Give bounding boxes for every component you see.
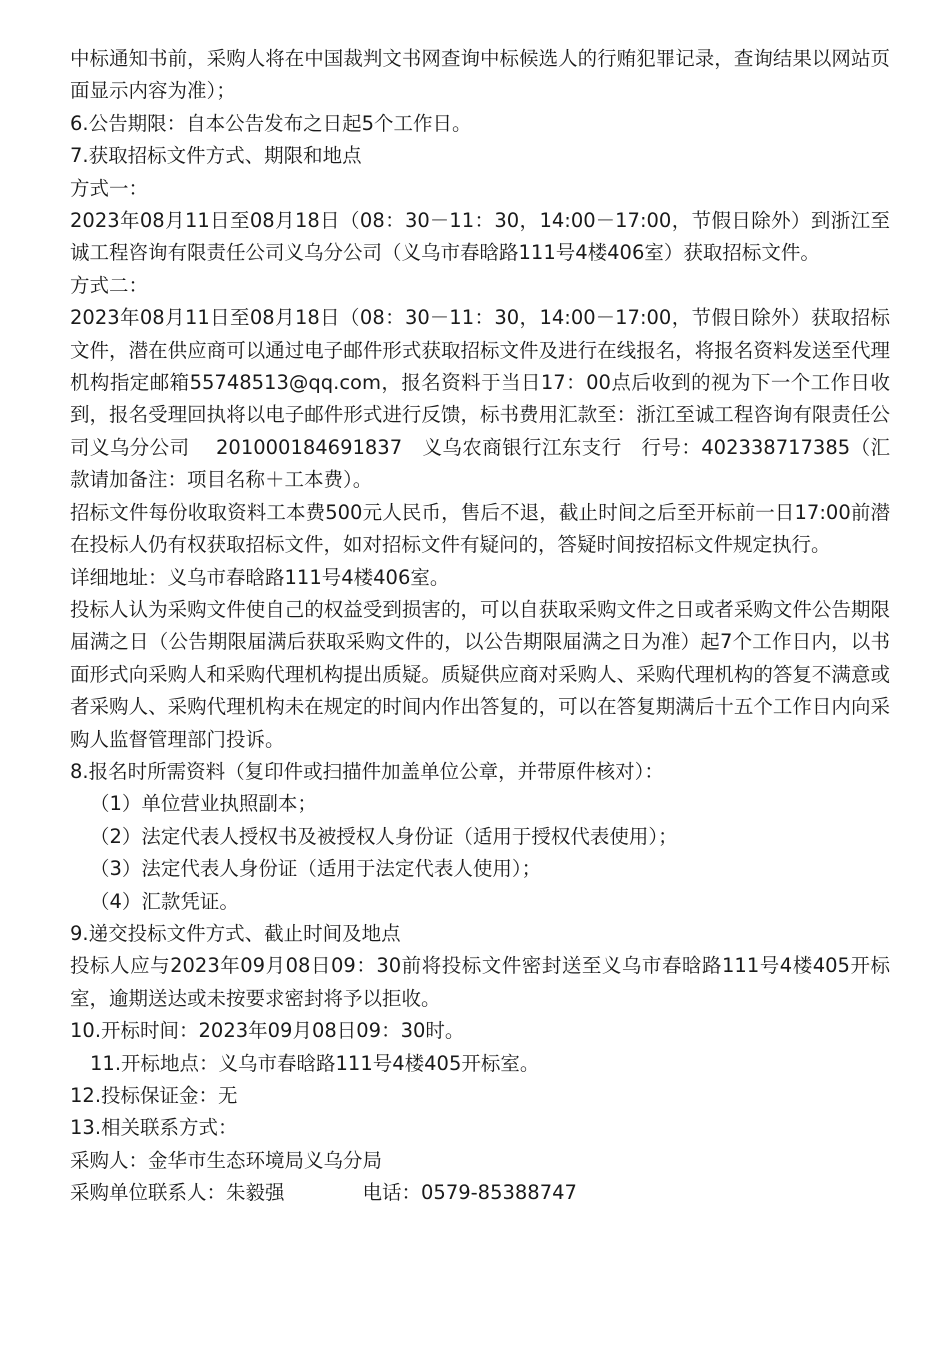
paragraph-bid-bond: 12.投标保证金：无	[70, 1084, 238, 1107]
method-two-label: 方式二：	[70, 273, 149, 297]
paragraph-bid-submission: 投标人应与2023年09月08日09：30前将投标文件密封送至义乌市春晗路111号4楼405开标室，逾期送达或未按要求密封将予以拒收。	[70, 954, 890, 1010]
paragraph-record-query-note: 中标通知书前，采购人将在中国裁判文书网查询中标候选人的行贿犯罪记录，查询结果以网站页面显示内容为准）；	[70, 47, 890, 103]
paragraph-opening-time: 10.开标时间：2023年09月08日09：30时。	[70, 1019, 465, 1043]
list-item-legal-rep-id: （3）法定代表人身份证（适用于法定代表人使用）；	[90, 857, 542, 881]
method-one-label: 方式一：	[70, 176, 149, 200]
paragraph-method-two: 2023年08月11日至08月18日（08：30－11：30，14:00－17:00，节假日除外）获取招标文件，潜在供应商可以通过电子邮件形式获取招标文件及进行在线报名，将报名资料发送至代理机构指定邮箱55748513@qq.com，报名资料于当日17：00点后收到的视为下一个工作日收到，报名受理回执将以电子邮件形式进行反馈，标书费用汇款至：浙江至诚工程咨询有限责任公司义乌分公司 201000184691837 义乌农商银行江东支行 行号：402338717385（汇款请加备注：项目名称＋工本费）。	[70, 306, 890, 492]
paragraph-opening-location: 11.开标地点：义乌市春晗路111号4楼405开标室。	[90, 1051, 540, 1075]
document-page	[70, 43, 890, 1210]
section-heading-bid-submission: 9.递交投标文件方式、截止时间及地点	[70, 921, 401, 945]
paragraph-challenge-rights: 投标人认为采购文件使自己的权益受到损害的，可以自获取采购文件之日或者采购文件公告期限届满之日（公告期限届满后获取采购文件的，以公告期限届满之日为准）起7个工作日内，以书面形式向采购人和采购代理机构提出质疑。质疑供应商对采购人、采购代理机构的答复不满意或者采购人、采购代理机构未在规定的时间内作出答复的，可以在答复期满后十五个工作日内向采购人监督管理部门投诉。	[70, 597, 890, 751]
section-heading-obtain-documents: 7.获取招标文件方式、期限和地点	[70, 144, 362, 168]
paragraph-detailed-address: 详细地址：义乌市春晗路111号4楼406室。	[70, 565, 450, 589]
paragraph-purchaser: 采购人：金华市生态环境局义乌分局	[70, 1148, 383, 1172]
paragraph-notice-period: 6.公告期限：自本公告发布之日起5个工作日。	[70, 111, 472, 135]
list-item-business-license: （1）单位营业执照副本；	[90, 792, 317, 816]
paragraph-document-fee: 招标文件每份收取资料工本费500元人民币，售后不退，截止时间之后至开标前一日17:00前潜在投标人仍有权获取招标文件，如对招标文件有疑问的，答疑时间按招标文件规定执行。	[70, 500, 890, 557]
list-item-remittance-voucher: （4）汇款凭证。	[90, 889, 239, 913]
list-item-authorization-letter: （2）法定代表人授权书及被授权人身份证（适用于授权代表使用）；	[90, 824, 678, 848]
section-heading-registration-materials: 8.报名时所需资料（复印件或扫描件加盖单位公章，并带原件核对）：	[70, 759, 664, 783]
paragraph-method-one: 2023年08月11日至08月18日（08：30－11：30，14:00－17:00，节假日除外）到浙江至诚工程咨询有限责任公司义乌分公司（义乌市春晗路111号4楼406室）获取招标文件。	[70, 209, 890, 265]
paragraph-purchaser-contact: 采购单位联系人：朱毅强 电话：0579-85388747	[70, 1181, 577, 1205]
section-heading-contacts: 13.相关联系方式：	[70, 1116, 238, 1140]
